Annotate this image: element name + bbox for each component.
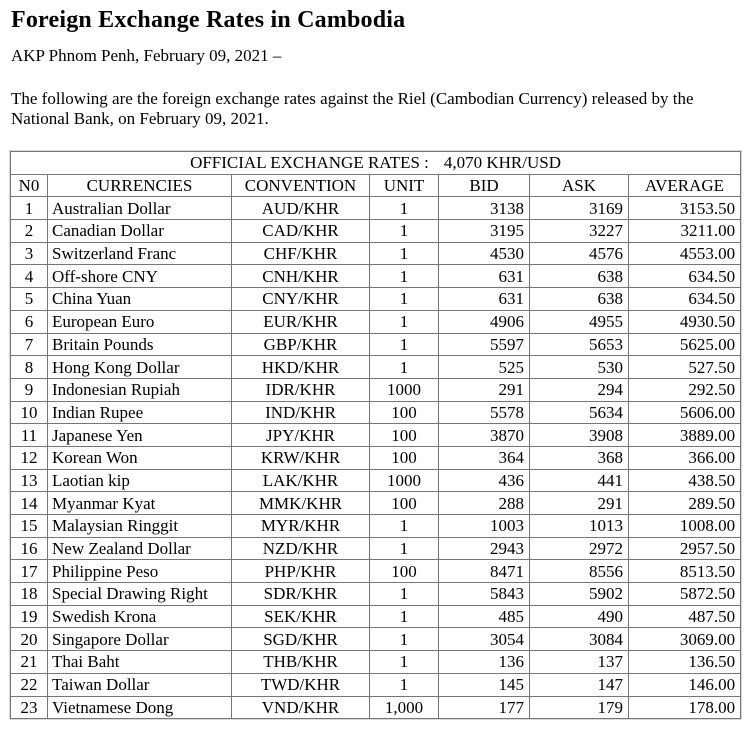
table-row — [11, 378, 741, 401]
cell-convention: CAD/KHR — [232, 220, 370, 243]
cell-no: 7 — [11, 333, 48, 356]
cell-ask: 4955 — [530, 310, 629, 333]
cell-convention: MMK/KHR — [232, 492, 370, 515]
cell-currency: European Euro — [48, 310, 232, 333]
cell-convention: JPY/KHR — [232, 424, 370, 447]
cell-average: 487.50 — [629, 605, 741, 628]
cell-ask: 294 — [530, 378, 629, 401]
cell-unit: 1 — [370, 537, 439, 560]
cell-average: 634.50 — [629, 288, 741, 311]
table-row — [11, 537, 741, 560]
cell-currency: Special Drawing Right — [48, 583, 232, 606]
cell-currency: Australian Dollar — [48, 197, 232, 220]
cell-average: 146.00 — [629, 673, 741, 696]
table-row — [11, 310, 741, 333]
page-title: Foreign Exchange Rates in Cambodia — [11, 7, 406, 33]
cell-no: 21 — [11, 651, 48, 674]
cell-no: 5 — [11, 288, 48, 311]
cell-bid: 4906 — [439, 310, 530, 333]
cell-average: 2957.50 — [629, 537, 741, 560]
cell-currency: Off-shore CNY — [48, 265, 232, 288]
cell-average: 292.50 — [629, 378, 741, 401]
cell-no: 20 — [11, 628, 48, 651]
cell-no: 17 — [11, 560, 48, 583]
cell-currency: Taiwan Dollar — [48, 673, 232, 696]
table-row — [11, 560, 741, 583]
cell-currency: Myanmar Kyat — [48, 492, 232, 515]
cell-convention: CNH/KHR — [232, 265, 370, 288]
cell-average: 3069.00 — [629, 628, 741, 651]
cell-ask: 5634 — [530, 401, 629, 424]
table-row — [11, 242, 741, 265]
cell-currency: Britain Pounds — [48, 333, 232, 356]
cell-convention: VND/KHR — [232, 696, 370, 719]
cell-currency: Swedish Krona — [48, 605, 232, 628]
table-row — [11, 265, 741, 288]
cell-bid: 136 — [439, 651, 530, 674]
cell-bid: 436 — [439, 469, 530, 492]
cell-bid: 525 — [439, 356, 530, 379]
table-row — [11, 356, 741, 379]
cell-average: 3153.50 — [629, 197, 741, 220]
cell-currency: New Zealand Dollar — [48, 537, 232, 560]
cell-currency: Philippine Peso — [48, 560, 232, 583]
table-caption-row — [11, 152, 741, 175]
col-header-ask: ASK — [530, 174, 629, 197]
cell-ask: 137 — [530, 651, 629, 674]
cell-unit: 1 — [370, 605, 439, 628]
cell-no: 6 — [11, 310, 48, 333]
cell-convention: KRW/KHR — [232, 446, 370, 469]
cell-ask: 3169 — [530, 197, 629, 220]
cell-currency: Japanese Yen — [48, 424, 232, 447]
cell-ask: 638 — [530, 265, 629, 288]
cell-bid: 145 — [439, 673, 530, 696]
cell-average: 8513.50 — [629, 560, 741, 583]
cell-currency: Switzerland Franc — [48, 242, 232, 265]
cell-bid: 631 — [439, 288, 530, 311]
usd-rate-value: 4,070 KHR/USD — [443, 153, 561, 173]
cell-average: 5872.50 — [629, 583, 741, 606]
cell-bid: 3054 — [439, 628, 530, 651]
cell-no: 18 — [11, 583, 48, 606]
cell-ask: 2972 — [530, 537, 629, 560]
col-header-bid: BID — [439, 174, 530, 197]
cell-convention: SEK/KHR — [232, 605, 370, 628]
cell-bid: 5843 — [439, 583, 530, 606]
cell-convention: CHF/KHR — [232, 242, 370, 265]
cell-ask: 3084 — [530, 628, 629, 651]
cell-unit: 1000 — [370, 469, 439, 492]
cell-convention: HKD/KHR — [232, 356, 370, 379]
cell-ask: 368 — [530, 446, 629, 469]
cell-unit: 1 — [370, 288, 439, 311]
cell-bid: 3195 — [439, 220, 530, 243]
cell-ask: 3227 — [530, 220, 629, 243]
cell-unit: 100 — [370, 401, 439, 424]
table-row — [11, 696, 741, 719]
cell-currency: Thai Baht — [48, 651, 232, 674]
table-row — [11, 446, 741, 469]
cell-unit: 1 — [370, 265, 439, 288]
cell-no: 16 — [11, 537, 48, 560]
cell-ask: 638 — [530, 288, 629, 311]
cell-no: 11 — [11, 424, 48, 447]
table-row — [11, 651, 741, 674]
table-header-row — [11, 174, 741, 197]
col-header-average: AVERAGE — [629, 174, 741, 197]
cell-no: 13 — [11, 469, 48, 492]
table-row — [11, 628, 741, 651]
table-row — [11, 673, 741, 696]
cell-ask: 1013 — [530, 515, 629, 538]
cell-no: 3 — [11, 242, 48, 265]
cell-bid: 3138 — [439, 197, 530, 220]
cell-no: 9 — [11, 378, 48, 401]
cell-ask: 530 — [530, 356, 629, 379]
cell-currency: Indian Rupee — [48, 401, 232, 424]
cell-ask: 5653 — [530, 333, 629, 356]
cell-unit: 1,000 — [370, 696, 439, 719]
cell-average: 366.00 — [629, 446, 741, 469]
table-row — [11, 333, 741, 356]
table-row — [11, 220, 741, 243]
cell-no: 4 — [11, 265, 48, 288]
cell-no: 8 — [11, 356, 48, 379]
cell-unit: 100 — [370, 424, 439, 447]
col-header-unit: UNIT — [370, 174, 439, 197]
cell-currency: Laotian kip — [48, 469, 232, 492]
table-row — [11, 492, 741, 515]
cell-bid: 5578 — [439, 401, 530, 424]
cell-unit: 1 — [370, 310, 439, 333]
cell-currency: Indonesian Rupiah — [48, 378, 232, 401]
col-header-currencies: CURRENCIES — [48, 174, 232, 197]
cell-unit: 1 — [370, 628, 439, 651]
cell-currency: Malaysian Ringgit — [48, 515, 232, 538]
cell-bid: 364 — [439, 446, 530, 469]
cell-unit: 1 — [370, 197, 439, 220]
table-caption — [11, 152, 741, 175]
table-row — [11, 197, 741, 220]
cell-convention: CNY/KHR — [232, 288, 370, 311]
cell-unit: 1 — [370, 515, 439, 538]
cell-unit: 100 — [370, 492, 439, 515]
cell-currency: Singapore Dollar — [48, 628, 232, 651]
cell-bid: 2943 — [439, 537, 530, 560]
cell-currency: Vietnamese Dong — [48, 696, 232, 719]
cell-convention: IND/KHR — [232, 401, 370, 424]
col-header-convention: CONVENTION — [232, 174, 370, 197]
cell-convention: IDR/KHR — [232, 378, 370, 401]
table-row — [11, 583, 741, 606]
cell-average: 1008.00 — [629, 515, 741, 538]
cell-no: 14 — [11, 492, 48, 515]
cell-no: 2 — [11, 220, 48, 243]
table-row — [11, 401, 741, 424]
cell-unit: 1 — [370, 673, 439, 696]
table-row — [11, 469, 741, 492]
cell-currency: China Yuan — [48, 288, 232, 311]
exchange-rates-table — [10, 151, 741, 719]
cell-ask: 291 — [530, 492, 629, 515]
caption-label: OFFICIAL EXCHANGE RATES : — [190, 153, 429, 173]
cell-ask: 490 — [530, 605, 629, 628]
cell-bid: 485 — [439, 605, 530, 628]
cell-convention: NZD/KHR — [232, 537, 370, 560]
cell-unit: 1 — [370, 220, 439, 243]
cell-average: 5606.00 — [629, 401, 741, 424]
cell-unit: 1 — [370, 242, 439, 265]
cell-unit: 100 — [370, 446, 439, 469]
byline: AKP Phnom Penh, February 09, 2021 – — [11, 46, 282, 65]
cell-unit: 1 — [370, 333, 439, 356]
cell-bid: 631 — [439, 265, 530, 288]
cell-ask: 3908 — [530, 424, 629, 447]
table-row — [11, 288, 741, 311]
cell-average: 5625.00 — [629, 333, 741, 356]
cell-currency: Korean Won — [48, 446, 232, 469]
table-row — [11, 515, 741, 538]
table-row — [11, 605, 741, 628]
cell-unit: 1 — [370, 583, 439, 606]
cell-ask: 147 — [530, 673, 629, 696]
cell-convention: AUD/KHR — [232, 197, 370, 220]
cell-average: 527.50 — [629, 356, 741, 379]
cell-no: 22 — [11, 673, 48, 696]
cell-convention: GBP/KHR — [232, 333, 370, 356]
cell-no: 1 — [11, 197, 48, 220]
cell-no: 10 — [11, 401, 48, 424]
cell-no: 23 — [11, 696, 48, 719]
cell-average: 634.50 — [629, 265, 741, 288]
cell-convention: MYR/KHR — [232, 515, 370, 538]
intro-paragraph: The following are the foreign exchange rates against the Riel (Cambodian Currency) released by the National Bank, on February 09, 2021. — [11, 89, 694, 128]
cell-bid: 3870 — [439, 424, 530, 447]
cell-ask: 8556 — [530, 560, 629, 583]
cell-bid: 288 — [439, 492, 530, 515]
cell-bid: 8471 — [439, 560, 530, 583]
cell-average: 4553.00 — [629, 242, 741, 265]
cell-convention: SGD/KHR — [232, 628, 370, 651]
cell-convention: THB/KHR — [232, 651, 370, 674]
cell-bid: 4530 — [439, 242, 530, 265]
col-header-no: N0 — [11, 174, 48, 197]
cell-unit: 100 — [370, 560, 439, 583]
cell-convention: LAK/KHR — [232, 469, 370, 492]
cell-average: 136.50 — [629, 651, 741, 674]
cell-average: 4930.50 — [629, 310, 741, 333]
cell-no: 15 — [11, 515, 48, 538]
cell-unit: 1 — [370, 356, 439, 379]
cell-bid: 291 — [439, 378, 530, 401]
cell-bid: 1003 — [439, 515, 530, 538]
cell-ask: 5902 — [530, 583, 629, 606]
cell-bid: 177 — [439, 696, 530, 719]
cell-currency: Hong Kong Dollar — [48, 356, 232, 379]
table-row — [11, 424, 741, 447]
cell-ask: 4576 — [530, 242, 629, 265]
cell-convention: PHP/KHR — [232, 560, 370, 583]
cell-ask: 179 — [530, 696, 629, 719]
cell-convention: SDR/KHR — [232, 583, 370, 606]
cell-convention: EUR/KHR — [232, 310, 370, 333]
cell-convention: TWD/KHR — [232, 673, 370, 696]
cell-average: 438.50 — [629, 469, 741, 492]
cell-no: 12 — [11, 446, 48, 469]
cell-average: 3889.00 — [629, 424, 741, 447]
cell-average: 3211.00 — [629, 220, 741, 243]
cell-no: 19 — [11, 605, 48, 628]
cell-average: 178.00 — [629, 696, 741, 719]
cell-bid: 5597 — [439, 333, 530, 356]
cell-ask: 441 — [530, 469, 629, 492]
cell-average: 289.50 — [629, 492, 741, 515]
cell-unit: 1 — [370, 651, 439, 674]
table-body — [11, 197, 741, 719]
cell-unit: 1000 — [370, 378, 439, 401]
cell-currency: Canadian Dollar — [48, 220, 232, 243]
